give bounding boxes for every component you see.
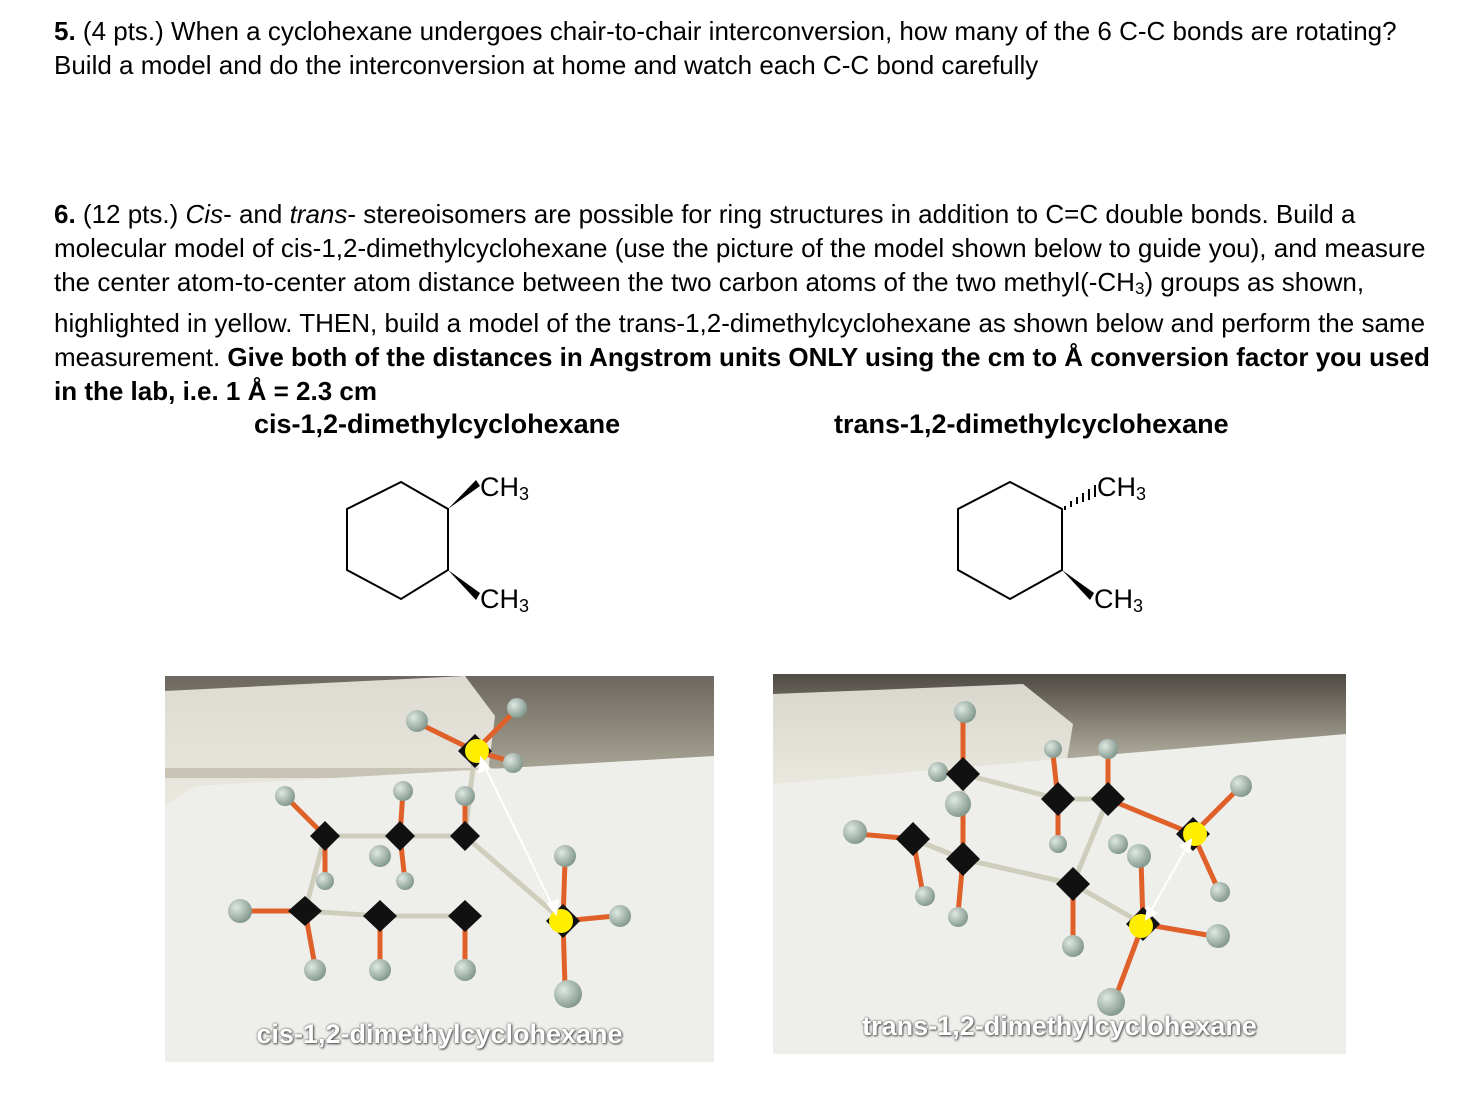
trans-lower-wedge-bond [1062,570,1094,600]
trans-model-svg [773,674,1346,1054]
question-6-body-1: - stereoisomers are possible for ring structures in addition to C=C double bonds. Build a molecular model of cis-1,2-dimethylcyclohexane (use the picture of the model shown below to guide you), and measure the center atom-to-center atom distance between the two carbon atoms of the two methyl(-CH [54,199,1426,297]
cis-upper-wedge-bond [448,480,480,509]
subscript-3: 3 [1134,279,1145,298]
cis-lower-ch3-label: CH3 [480,584,530,616]
and-word: - and [223,199,290,229]
cis-lower-wedge-bond [448,570,480,600]
trans-upper-ch3-label: CH3 [1097,472,1147,504]
cis-ring [347,482,448,599]
question-6-bold-instruction: Give both of the distances in Angstrom units ONLY using the cm to Å conversion factor you used in the lab, i.e. 1 Å = 2.3 cm [54,342,1430,406]
cis-highlight-upper [465,739,489,763]
trans-hashed-bond [1065,485,1095,510]
question-5 [54,14,1454,82]
question-5-text [54,14,1454,82]
question-6-number: 6. [54,199,76,229]
trans-model-photo [773,674,1346,1054]
question-6 [54,197,1454,408]
question-6-text [54,197,1454,408]
trans-photo-caption: trans-1,2-dimethylcyclohexane [862,1011,1257,1041]
cis-structure-diagram [330,460,590,630]
trans-word: trans [289,199,348,229]
trans-lower-ch3-label: CH3 [1094,584,1144,616]
cis-photo-caption: cis-1,2-dimethylcyclohexane [256,1019,623,1049]
trans-structure-svg [945,460,1205,630]
cis-model-photo [165,676,714,1062]
question-6-body-2: ) groups as shown, highlighted in yellow. THEN, build a model of the trans-1,2-dimethylcyclohexane as shown below and perform the same measurement. [54,267,1426,372]
cis-highlight-lower [549,909,573,933]
cis-word: Cis [185,199,224,229]
cis-upper-ch3-label: CH3 [480,472,530,504]
trans-worksheet [773,734,1346,1054]
question-5-body: (4 pts.) When a cyclohexane undergoes chair-to-chair interconversion, how many of the 6 C-C bonds are rotating? Build a model and do the interconversion at home and watch each C-C bond carefully [54,16,1397,80]
trans-ring [958,482,1062,599]
question-6-points: (12 pts.) [75,199,186,229]
question-5-number: 5. [54,16,76,46]
cis-model-svg [165,676,714,1062]
cis-structure-svg [330,460,590,630]
trans-structure-diagram [945,460,1205,630]
cis-heading: cis-1,2-dimethylcyclohexane [254,409,621,439]
trans-heading: trans-1,2-dimethylcyclohexane [834,409,1229,439]
